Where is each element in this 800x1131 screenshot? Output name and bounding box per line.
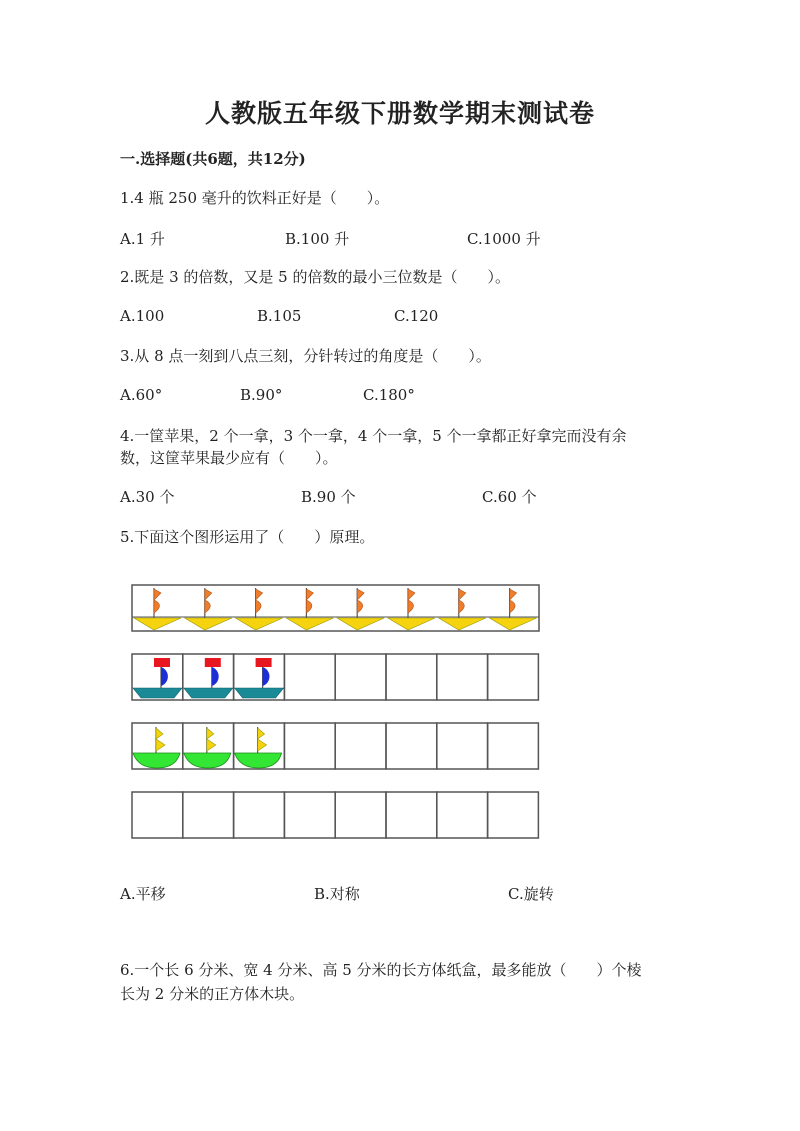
flag-figure bbox=[388, 588, 435, 630]
sailboat-blue bbox=[235, 658, 284, 698]
question-1-option-b: B.100 升 bbox=[285, 230, 350, 248]
question-1-option-c: C.1000 升 bbox=[467, 230, 541, 248]
question-4-option-b: B.90 个 bbox=[301, 488, 356, 506]
grid-cell bbox=[488, 723, 539, 769]
grid-cell bbox=[437, 723, 488, 769]
sailboat-blue bbox=[133, 658, 182, 698]
sailboat-blue bbox=[184, 658, 233, 698]
question-3-option-a: A.60° bbox=[120, 386, 163, 404]
question-4-option-c: C.60 个 bbox=[482, 488, 537, 506]
section-heading: 一.选择题(共6题，共12分) bbox=[120, 150, 306, 168]
grid-cell bbox=[335, 654, 386, 700]
grid-cell bbox=[386, 723, 437, 769]
question-5-stem: 5.下面这个图形运用了（ ）原理。 bbox=[120, 528, 375, 546]
grid-cell bbox=[183, 792, 234, 838]
question-2-option-b: B.105 bbox=[257, 307, 302, 325]
question-1-stem: 1.4 瓶 250 毫升的饮料正好是（ ）。 bbox=[120, 189, 390, 207]
question-4-stem-line-1: 4.一筐苹果，2 个一拿，3 个一拿，4 个一拿，5 个一拿都正好拿完而没有余 bbox=[120, 427, 627, 445]
question-2-stem: 2.既是 3 的倍数，又是 5 的倍数的最小三位数是（ ）。 bbox=[120, 268, 510, 286]
translation-figure bbox=[128, 580, 548, 845]
figure-row-empty bbox=[132, 792, 538, 838]
grid-cell bbox=[284, 792, 335, 838]
figure-row-orange-flags bbox=[132, 585, 539, 631]
sailboat-green bbox=[184, 727, 231, 768]
page-title: 人教版五年级下册数学期末测试卷 bbox=[204, 99, 595, 128]
flag-figure bbox=[134, 588, 181, 630]
question-5-option-b: B.对称 bbox=[314, 885, 360, 903]
grid-cell bbox=[284, 723, 335, 769]
grid-cell bbox=[284, 654, 335, 700]
flag-figure bbox=[185, 588, 232, 630]
question-1-option-a: A.1 升 bbox=[120, 230, 165, 248]
grid-cell bbox=[386, 792, 437, 838]
grid-cell bbox=[132, 792, 183, 838]
question-3-option-c: C.180° bbox=[363, 386, 415, 404]
question-3-option-b: B.90° bbox=[240, 386, 283, 404]
grid-cell bbox=[234, 792, 285, 838]
grid-cell bbox=[335, 792, 386, 838]
grid-cell bbox=[386, 654, 437, 700]
grid-cell bbox=[335, 723, 386, 769]
flag-figure bbox=[337, 588, 384, 630]
question-2-option-a: A.100 bbox=[120, 307, 165, 325]
grid-cell bbox=[488, 792, 539, 838]
figure-row-blue-boats bbox=[132, 654, 538, 700]
question-5-option-a: A.平移 bbox=[120, 885, 166, 903]
flag-figure bbox=[490, 588, 537, 630]
flag-figure bbox=[439, 588, 486, 630]
sailboat-green bbox=[133, 727, 180, 768]
question-4-option-a: A.30 个 bbox=[120, 488, 175, 506]
sailboat-green bbox=[235, 727, 282, 768]
question-3-stem: 3.从 8 点一刻到八点三刻，分针转过的角度是（ ）。 bbox=[120, 347, 491, 365]
question-5-option-c: C.旋转 bbox=[508, 885, 554, 903]
question-2-option-c: C.120 bbox=[394, 307, 439, 325]
flag-figure bbox=[286, 588, 333, 630]
question-4-stem-line-2: 数，这筐苹果最少应有（ ）。 bbox=[120, 449, 338, 467]
grid-cell bbox=[437, 792, 488, 838]
flag-figure bbox=[236, 588, 283, 630]
grid-cell bbox=[437, 654, 488, 700]
question-6-stem-line-2: 长为 2 分米的正方体木块。 bbox=[120, 985, 305, 1003]
figure-row-green-boats bbox=[132, 723, 538, 769]
question-6-stem-line-1: 6.一个长 6 分米、宽 4 分米、高 5 分米的长方体纸盒，最多能放（ ）个棱 bbox=[120, 961, 642, 979]
grid-cell bbox=[488, 654, 539, 700]
